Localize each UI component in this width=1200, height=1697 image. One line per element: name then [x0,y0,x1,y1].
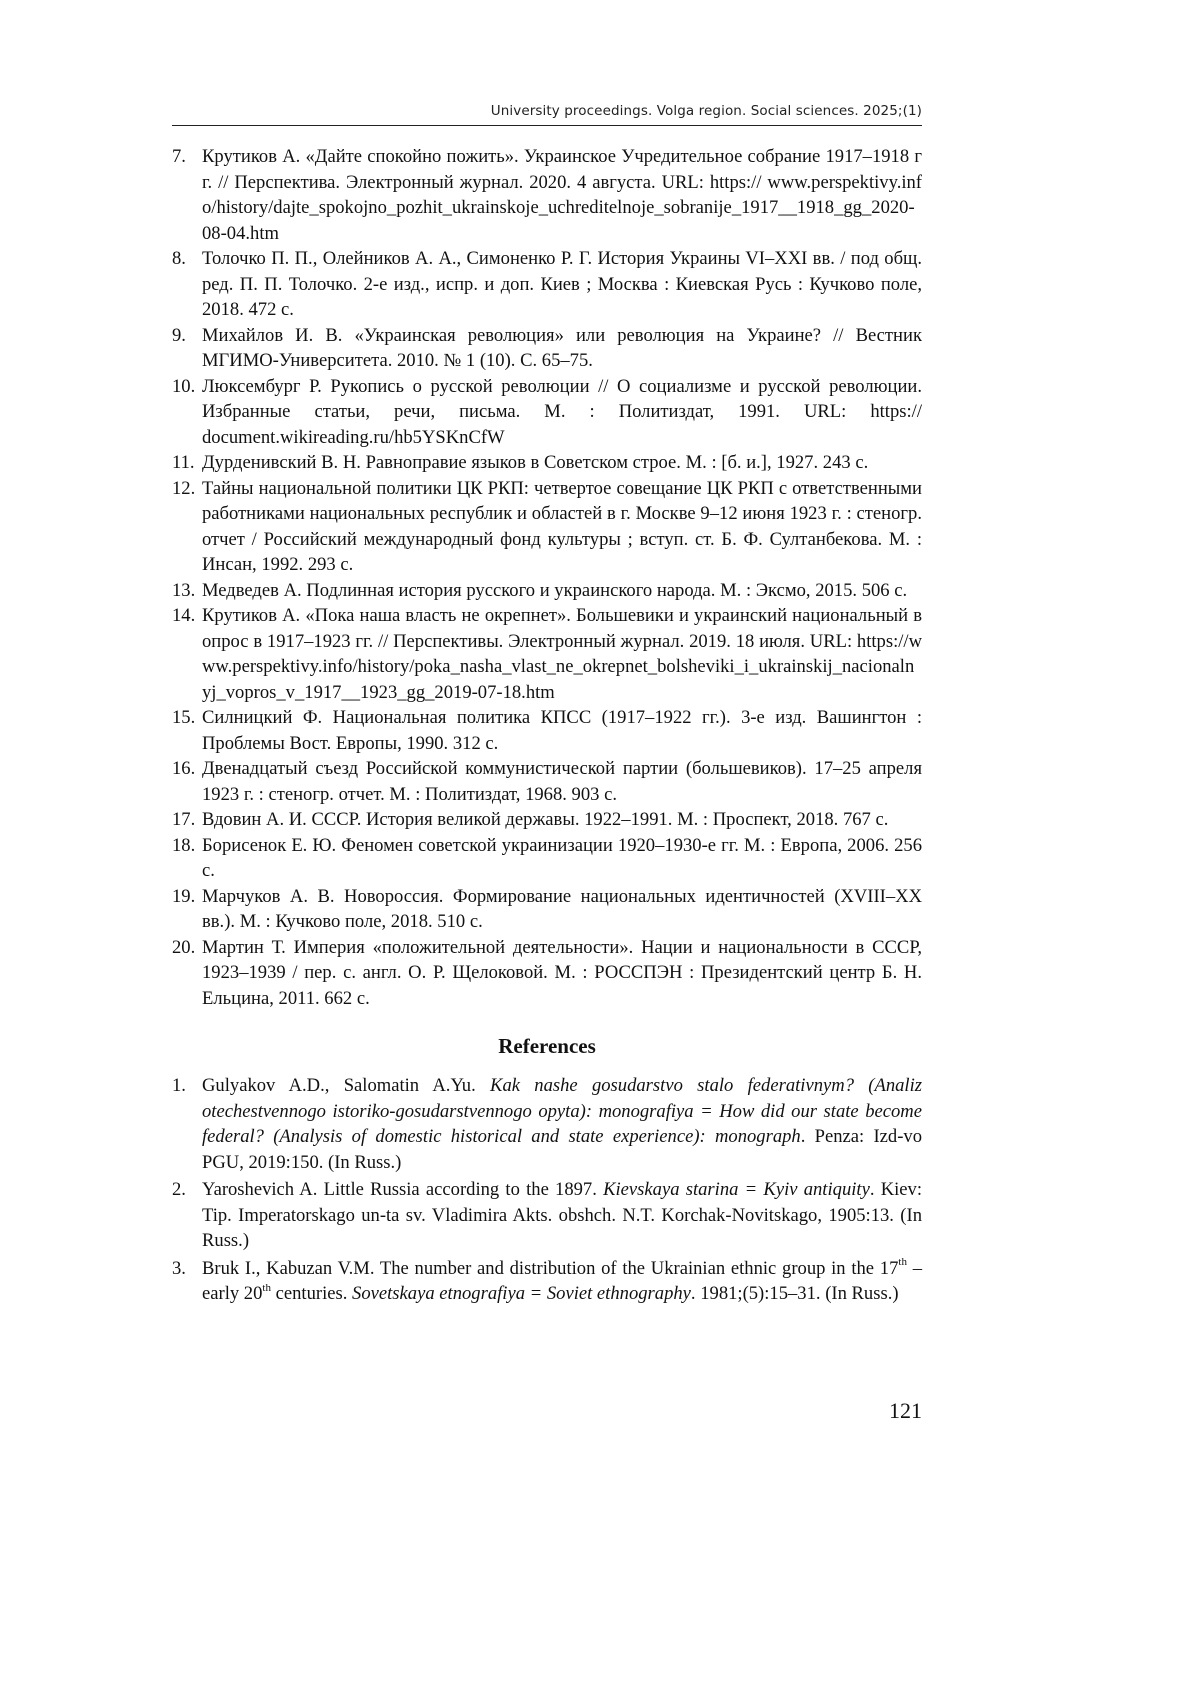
bibliography-item [172,578,922,604]
header-rule [172,125,922,126]
item-authors: Gulyakov A.D., Salomatin A.Yu. [202,1075,491,1096]
item-number: 1. [172,1075,186,1096]
item-number: 7. [172,146,186,167]
item-number: 2. [172,1179,186,1200]
item-number: 18. [172,834,196,856]
bibliography-item [172,323,922,374]
item-text: Марчуков А. В. Новороссия. Формирование национальных идентичностей (XVIII–XX вв.). М. : Кучково поле, 2018. 510 с. [202,885,922,932]
bibliography-item [172,374,922,451]
item-text: Вдовин А. И. СССР. История великой державы. 1922–1991. М. : Проспект, 2018. 767 с. [202,809,889,830]
bibliography-item [172,476,922,578]
item-text: Тайны национальной политики ЦК РКП: четвертое совещание ЦК РКП с ответственными работниками национальных республик и областей в г. Москве 9–12 июня 1923 г. : стеногр. отчет / Российский международный фонд культуры ; вступ. ст. Б. Ф. Султанбекова. М. : Инсан, 1992. 293 с. [202,477,922,575]
item-number: 9. [172,324,186,346]
superscript: th [262,1281,271,1294]
bibliography-ru-list [172,144,922,1011]
item-text: Толочко П. П., Олейников А. А., Симоненко Р. Г. История Украины VI–XXI вв. / под общ. ред. П. П. Толочко. 2-е изд., испр. и доп. Киев ; Москва : Киевская Русь : Кучково поле, 2018. 472 с. [202,248,922,320]
bibliography-item [172,450,922,476]
item-title-italic: Kak nashe gosudarstvo stalo federativnym? (Analiz otechestvennogo istoriko-gosudarstvennogo opyta): monografiya = How did our state become federal? (Analysis of domestic historical and state experience): monograph [202,1075,922,1147]
item-text: Люксембург Р. Рукопись о русской революции // О социализме и русской революции. Избранные статьи, речи, письма. М. : Политиздат, 1991. URL: https:// document.wikireading.ru/hb5YSKnCfW [202,375,922,448]
item-number: 19. [172,885,196,907]
article-content [172,144,922,1309]
reference-item [172,1256,922,1307]
item-text [202,1073,922,1175]
bibliography-item [172,144,922,246]
item-text: Силницкий Ф. Национальная политика КПСС (1917–1922 гг.). 3-е изд. Вашингтон : Проблемы Вост. Европы, 1990. 312 с. [202,707,922,754]
item-text-part: centuries. [270,1283,353,1304]
bibliography-item [172,756,922,807]
bibliography-item [172,807,922,833]
item-number: 15. [172,707,196,728]
item-text [202,1256,922,1307]
item-text: Дурденивский В. Н. Равноправие языков в Советском строе. М. : [б. и.], 1927. 243 с. [202,452,869,473]
item-text: Борисенок Е. Ю. Феномен советской украинизации 1920–1930-е гг. М. : Европа, 2006. 256 с. [202,834,922,881]
item-number: 11. [172,452,195,473]
item-text: Крутиков А. «Дайте спокойно пожить». Украинское Учредительное собрание 1917–1918 гг. // Перспектива. Электронный журнал. 2020. 4 августа. URL: https:// www.perspektivy.info/history/dajte_spokojno_pozhit_ukrainskoje_uchreditelnoje_sobranije_1917__1918_gg_2020-08-04.htm [202,146,922,244]
item-number: 10. [172,375,196,397]
item-number: 20. [172,936,196,958]
item-publication: . Kiev: Tip. Imperatorskago un-ta sv. Vladimira Akts. obshch. N.T. Korchak-Novitskago, 1905:13. (In Russ.) [202,1179,923,1251]
item-publication: . Penza: Izd-vo PGU, 2019:150. (In Russ.) [202,1126,922,1173]
item-text: Михайлов И. В. «Украинская революция» или революция на Украине? // Вестник МГИМО-Университета. 2010. № 1 (10). С. 65–75. [202,324,922,371]
bibliography-item [172,833,922,884]
bibliography-item [172,603,922,705]
bibliography-item [172,246,922,323]
item-text [202,1177,922,1254]
item-title-italic: Kievskaya starina = Kyiv antiquity [603,1179,870,1200]
item-text: Крутиков А. «Пока наша власть не окрепнет». Большевики и украинский национальный вопрос в 1917–1923 гг. // Перспективы. Электронный журнал. 2019. 18 июля. URL: https://www.perspektivy.info/history/poka_nasha_vlast_ne_okrepnet_bolsheviki_i_ukrainskij_nacionalnyj_vopros_v_1917__1923_gg_2019-07-18.htm [202,605,922,703]
item-number: 13. [172,579,196,601]
bibliography-item [172,884,922,935]
reference-item [172,1177,922,1254]
item-number: 8. [172,248,186,269]
bibliography-item [172,705,922,756]
item-title-italic: Sovetskaya etnografiya = Soviet ethnography [352,1283,691,1304]
item-number: 3. [172,1257,186,1279]
item-authors: Yaroshevich A. Little Russia according to the 1897. [202,1179,604,1200]
item-authors: Bruk I., Kabuzan V.M. The number and distribution of the Ukrainian ethnic group in the 17 [202,1257,899,1279]
superscript: th [898,1256,907,1269]
item-number: 12. [172,477,196,499]
item-number: 17. [172,809,196,830]
item-publication: . 1981;(5):15–31. (In Russ.) [690,1283,899,1304]
bibliography-item [172,935,922,1012]
item-text: Медведев А. Подлинная история русского и украинского народа. М. : Эксмо, 2015. 506 с. [202,579,908,601]
item-text-part: – early 20 [202,1257,922,1304]
reference-item [172,1073,922,1175]
references-heading: References [498,1034,596,1058]
item-text: Двенадцатый съезд Российской коммунистической партии (большевиков). 17–25 апреля 1923 г. : стеногр. отчет. М. : Политиздат, 1968. 903 с. [202,758,922,805]
page-number: 121 [889,1398,922,1423]
references-en-list [172,1073,922,1307]
item-number: 14. [172,605,196,626]
running-head: University proceedings. Volga region. Social sciences. 2025;(1) [490,103,922,119]
item-text: Мартин Т. Империя «положительной деятельности». Нации и национальности в СССР, 1923–1939 / пер. с. англ. О. Р. Щелоковой. М. : РОССПЭН : Президентский центр Б. Н. Ельцина, 2011. 662 с. [202,936,922,1009]
item-number: 16. [172,758,196,779]
